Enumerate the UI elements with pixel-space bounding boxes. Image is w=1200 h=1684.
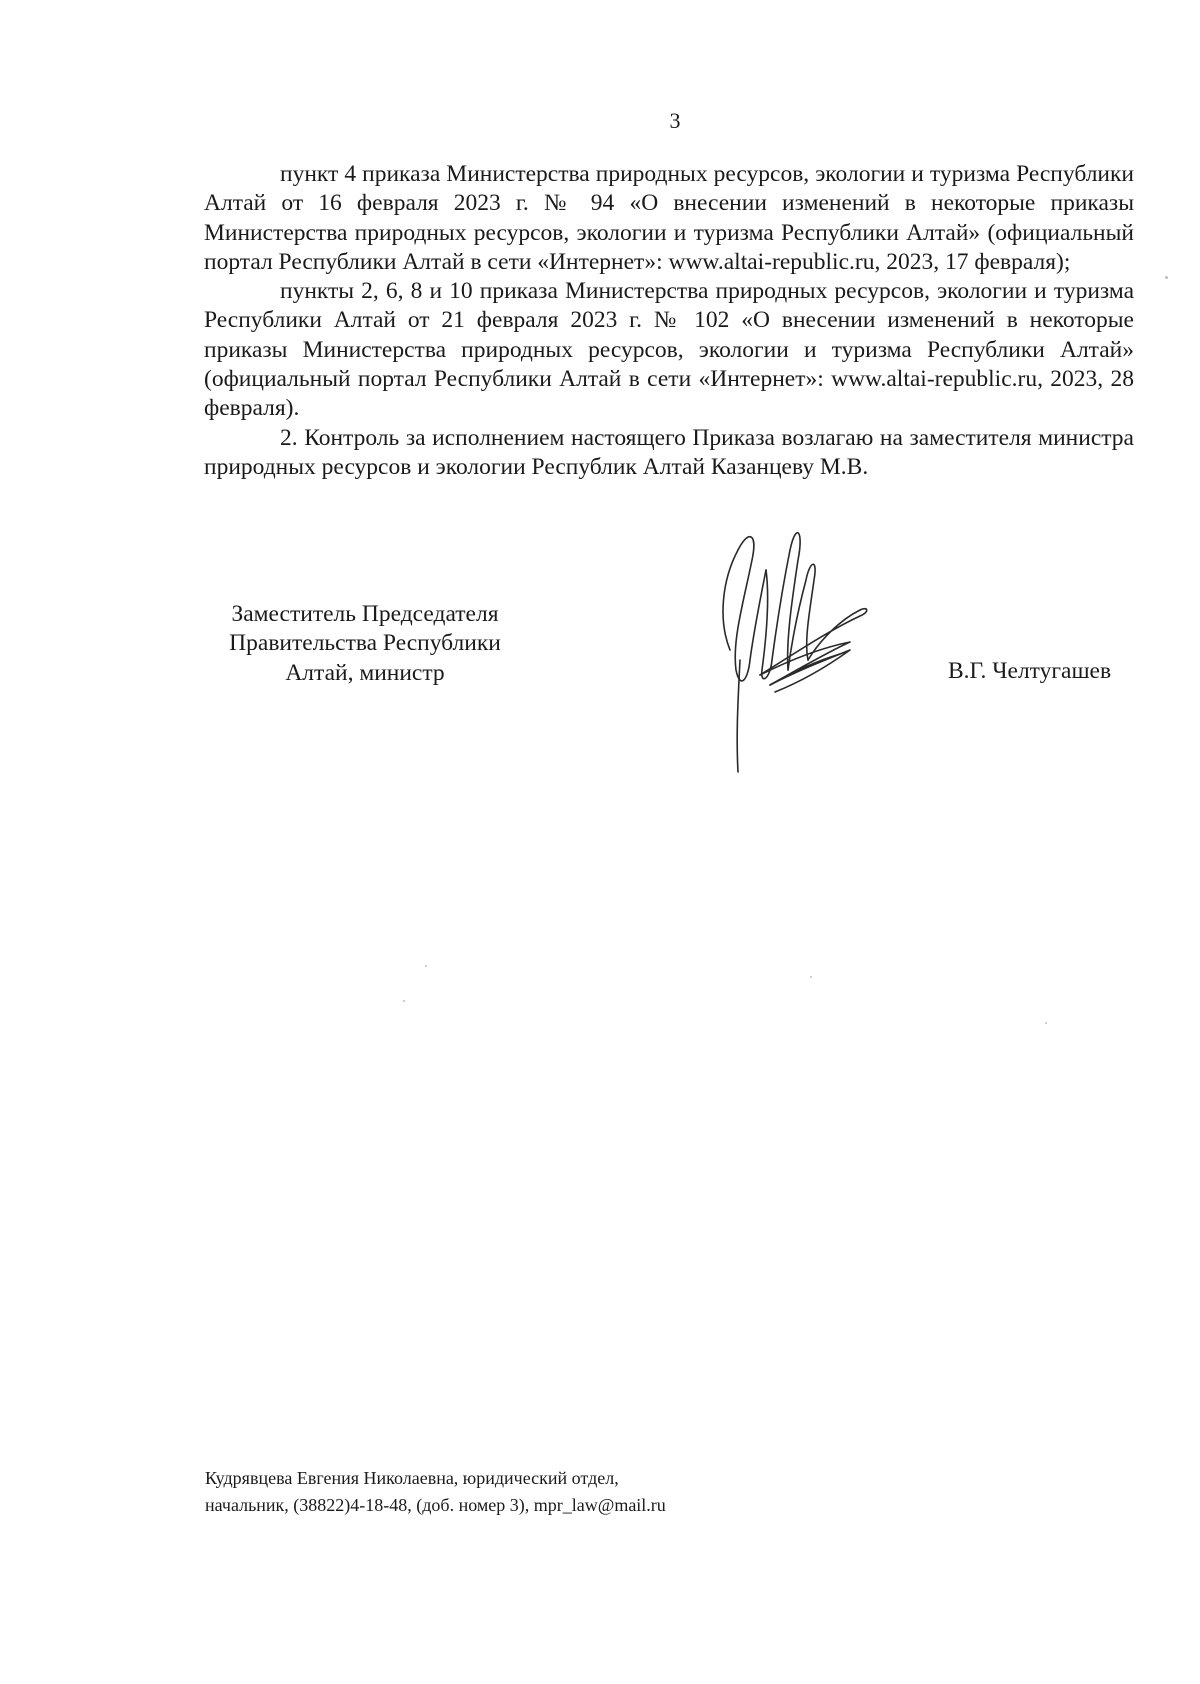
signer-title-line: Алтай, министр	[285, 659, 445, 686]
scan-speck	[1165, 276, 1168, 279]
page-number: 3	[669, 108, 681, 133]
paragraph: пункт 4 приказа Министерства природных ресурсов, экологии и туризма Республики Алтай от 16 февраля 2023 г. № 94 «О внесении изменений в некоторые приказы Министерства природных ресурсов, экологии и туризма Республики Алтай» (официальный портал Республики Алтай в сети «Интернет»: www.altai-republic.ru, 2023, 17 февраля);	[204, 161, 1134, 275]
handwritten-signature	[700, 510, 880, 780]
signer-title	[200, 600, 530, 688]
scan-speck	[810, 976, 812, 978]
footer-contact	[205, 1465, 666, 1519]
signer-title-line: Правительства Республики	[229, 630, 501, 657]
scan-speck	[1045, 1022, 1047, 1024]
scan-speck	[425, 965, 427, 967]
paragraph: 2. Контроль за исполнением настоящего Приказа возлагаю на заместителя министра природных ресурсов и экологии Республик Алтай Казанцеву М.В.	[204, 424, 1134, 480]
footer-line: начальник, (38822)4-18-48, (доб. номер 3), mpr_law@mail.ru	[205, 1495, 666, 1515]
scan-speck	[403, 1000, 405, 1002]
footer-line: Кудрявцева Евгения Николаевна, юридический отдел,	[205, 1468, 619, 1488]
document-body	[204, 160, 1134, 482]
signer-name: В.Г. Челтугашев	[948, 658, 1112, 684]
signer-title-line: Заместитель Председателя	[231, 601, 499, 627]
paragraph: пункты 2, 6, 8 и 10 приказа Министерства природных ресурсов, экологии и туризма Республики Алтай от 21 февраля 2023 г. № 102 «О внесении изменений в некоторые приказы Министерства природных ресурсов, экологии и туризма Республики Алтай» (официальный портал Республики Алтай в сети «Интернет»: www.altai-republic.ru, 2023, 28 февраля).	[204, 278, 1134, 422]
